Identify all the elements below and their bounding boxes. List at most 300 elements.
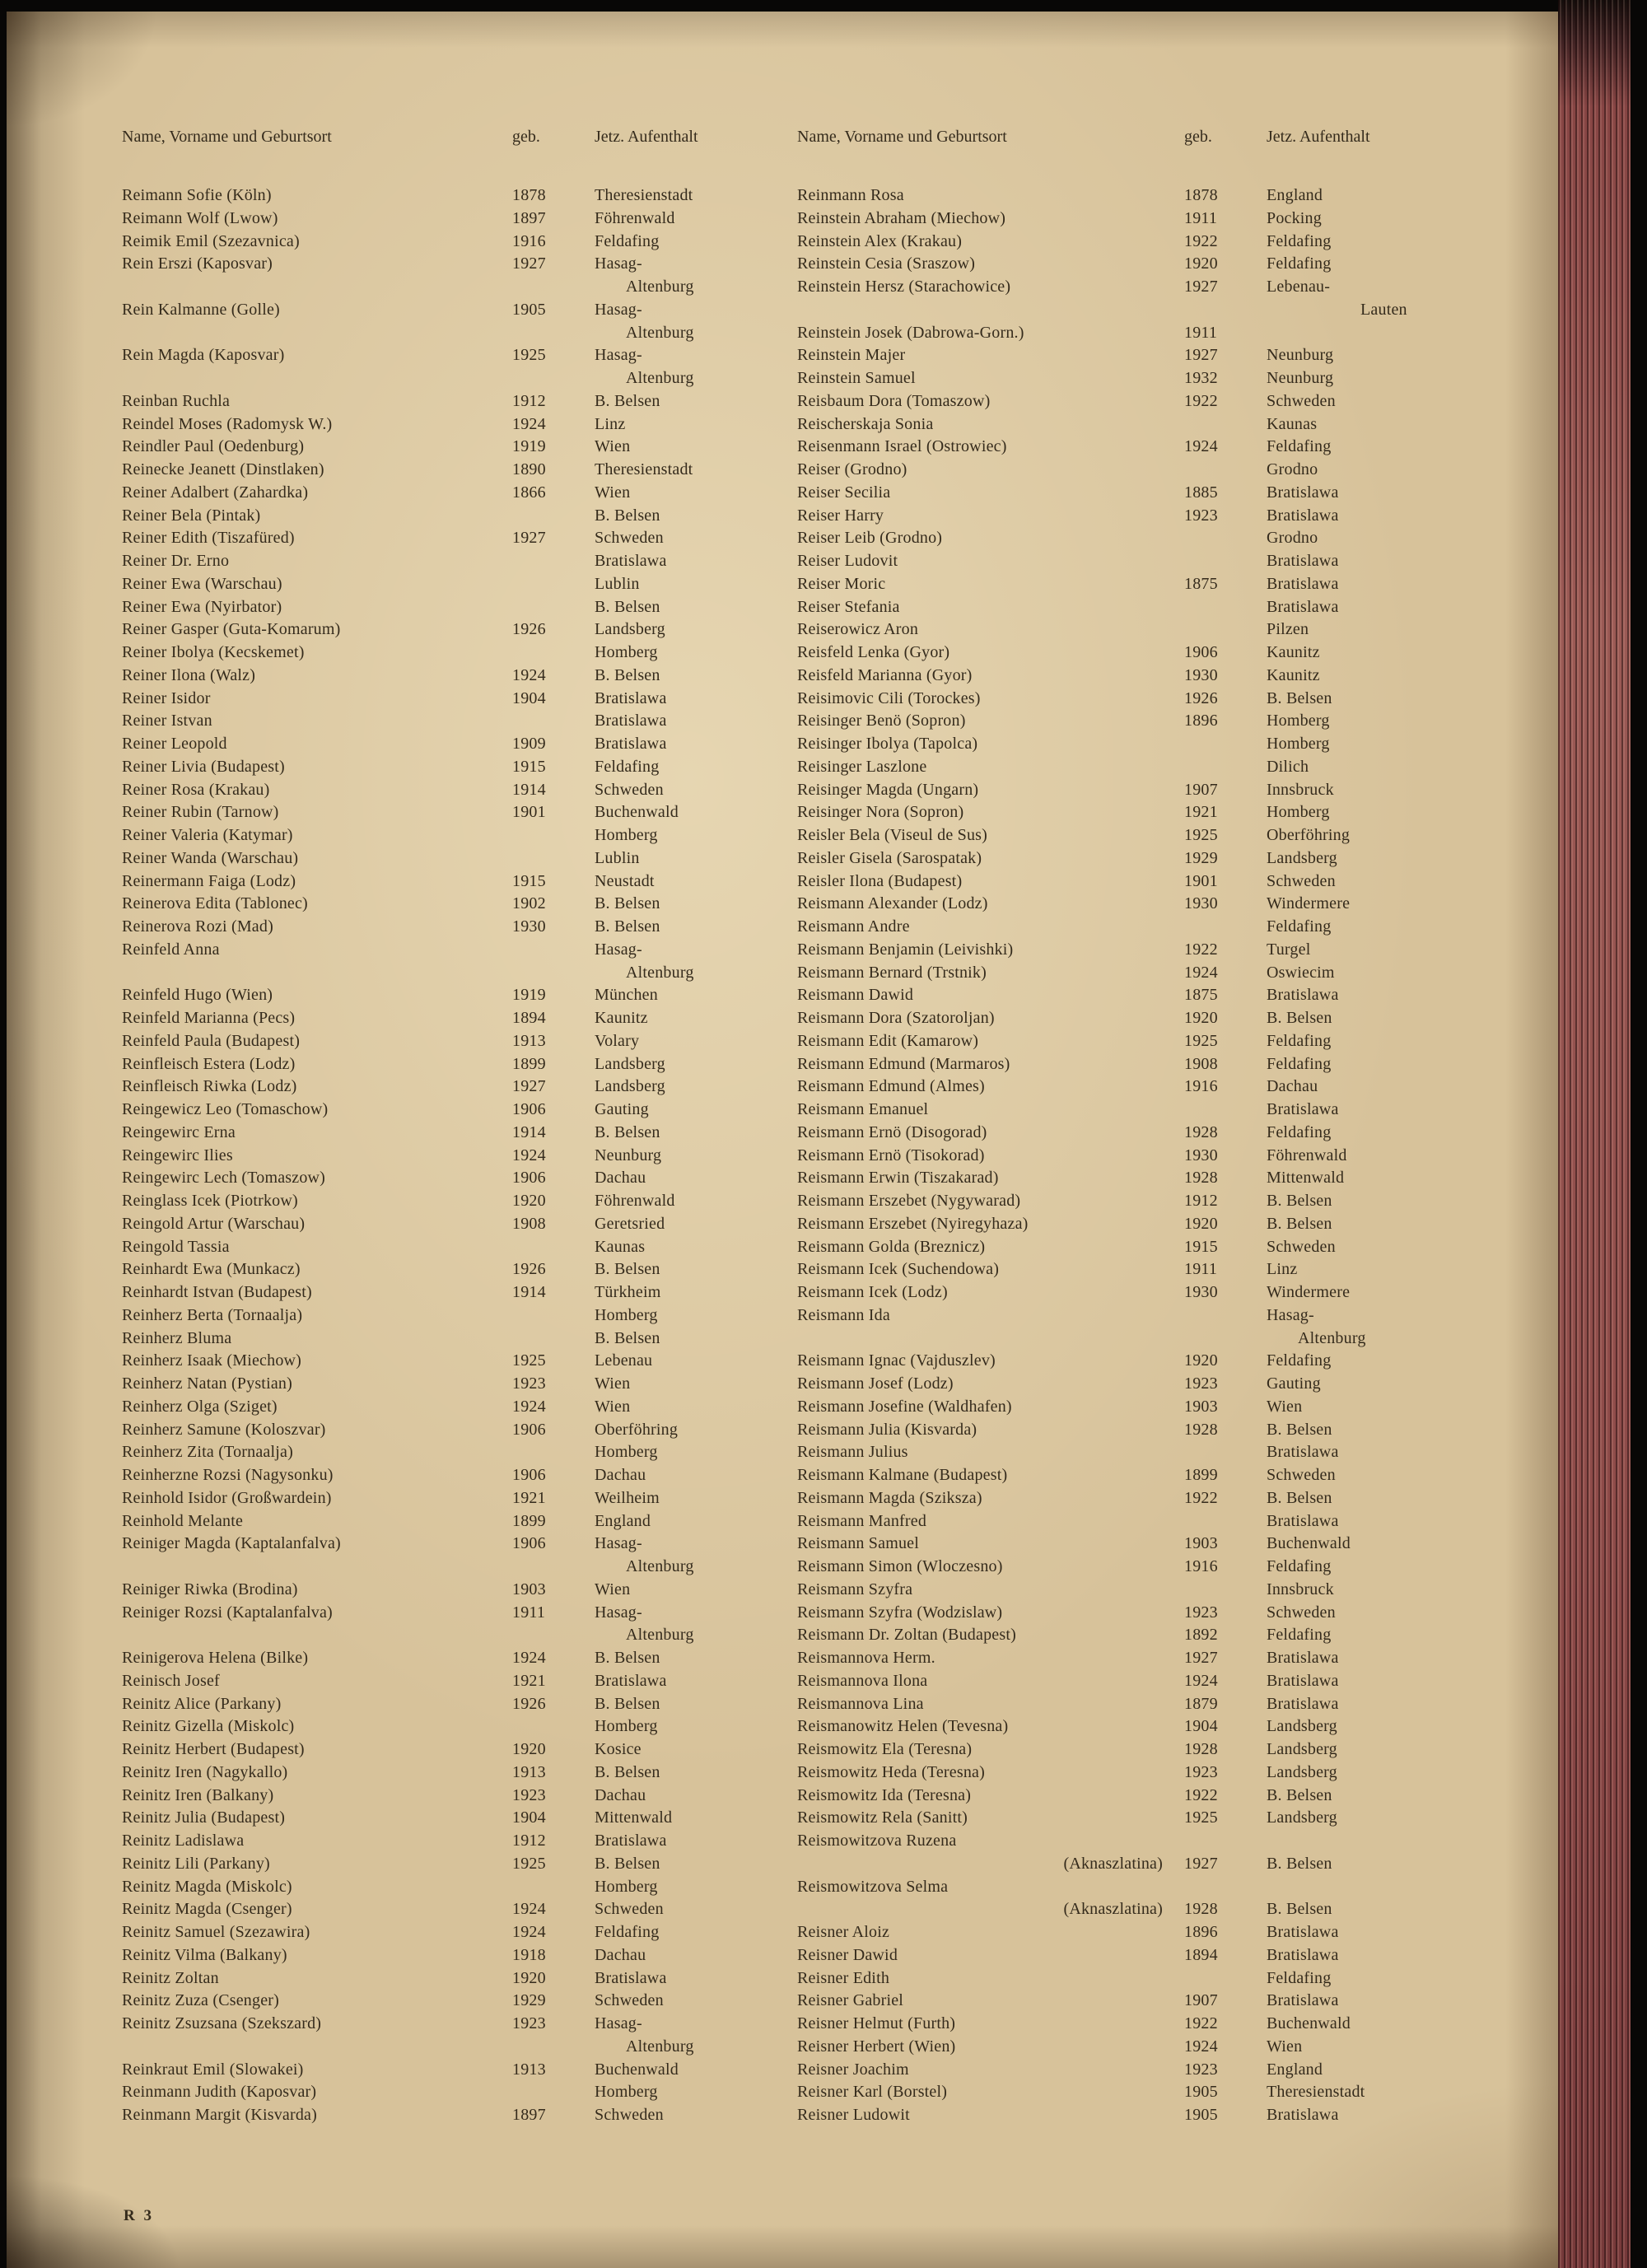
entry-birthyear: 1925 xyxy=(1184,1808,1218,1827)
table-row xyxy=(122,1876,760,1899)
entry-birthyear: 1915 xyxy=(1184,1237,1218,1256)
table-row xyxy=(797,482,1452,505)
entry-birthyear: 1919 xyxy=(512,986,546,1005)
entry-name: (Aknaszlatina) xyxy=(1063,1900,1163,1919)
entry-residence: Neustadt xyxy=(595,871,655,890)
entry-name: Reiner Leopold xyxy=(122,735,227,753)
entry-birthyear: 1928 xyxy=(1184,1420,1218,1439)
entry-name xyxy=(797,299,1184,322)
entry-name: Reinitz Magda (Csenger) xyxy=(122,1900,292,1919)
table-row xyxy=(797,299,1452,322)
entry-residence: Lebenau- xyxy=(1267,278,1331,296)
entry-birthyear: 1923 xyxy=(1184,1603,1218,1622)
entry-birthyear: 1908 xyxy=(1184,1054,1218,1073)
entry-name: Reinitz Zoltan xyxy=(122,1968,219,1987)
entry-birthyear: 1911 xyxy=(512,1603,546,1622)
entry-name: Reinstein Alex (Krakau) xyxy=(797,231,963,250)
entry-birthyear: 1906 xyxy=(512,1169,546,1188)
entry-birthyear: 1903 xyxy=(1184,1534,1218,1553)
entry-residence: München xyxy=(595,986,658,1005)
entry-name: Reinstein Samuel xyxy=(797,369,916,387)
entry-birthyear: 1914 xyxy=(512,1122,546,1141)
table-row xyxy=(797,413,1452,436)
entry-residence: Kaunas xyxy=(1267,414,1318,433)
entry-residence: Altenburg xyxy=(626,2037,694,2056)
entry-birthyear xyxy=(1184,1579,1267,1602)
entry-name: Reinisch Josef xyxy=(122,1671,220,1690)
entry-birthyear: 1892 xyxy=(1184,1626,1218,1645)
entry-birthyear: 1875 xyxy=(1184,986,1218,1005)
entry-name: Reismann Alexander (Lodz) xyxy=(797,894,988,913)
table-row xyxy=(797,253,1452,276)
table-row xyxy=(797,1785,1452,1808)
entry-residence: Altenburg xyxy=(626,963,694,982)
entry-name: Reiser Moric xyxy=(797,574,886,593)
entry-birthyear: 1866 xyxy=(512,483,546,502)
table-row xyxy=(122,1145,760,1168)
entry-birthyear: 1923 xyxy=(1184,1762,1218,1781)
entry-birthyear: 1922 xyxy=(1184,1785,1218,1804)
entry-name: Reinban Ruchla xyxy=(122,391,231,410)
table-row xyxy=(122,688,760,711)
entry-residence: Gauting xyxy=(1267,1374,1321,1393)
entry-birthyear xyxy=(1184,1304,1267,1328)
entry-residence: B. Belsen xyxy=(595,597,660,616)
entry-residence xyxy=(1267,322,1452,345)
entry-birthyear: 1924 xyxy=(512,1923,546,1941)
entry-name: Reismann Andre xyxy=(797,917,910,936)
entry-name: Reindler Paul (Oedenburg) xyxy=(122,437,305,456)
entry-birthyear xyxy=(512,276,595,299)
entry-birthyear xyxy=(1184,596,1267,619)
entry-residence: Feldafing xyxy=(1267,1351,1332,1370)
entry-residence: Dachau xyxy=(595,1169,646,1188)
entry-name: Reisfeld Lenka (Gyor) xyxy=(797,643,950,661)
entry-name: Reismann Golda (Breznicz) xyxy=(797,1237,986,1256)
entry-birthyear: 1907 xyxy=(1184,780,1218,799)
entry-name xyxy=(122,322,512,345)
entry-birthyear: 1924 xyxy=(1184,1671,1218,1690)
entry-birthyear: 1922 xyxy=(1184,231,1218,250)
entry-birthyear xyxy=(1184,1099,1267,1122)
entry-birthyear: 1904 xyxy=(512,688,546,707)
entry-residence: B. Belsen xyxy=(1267,1785,1332,1804)
table-row xyxy=(122,1304,760,1328)
entry-birthyear: 1924 xyxy=(1184,2037,1218,2056)
table-row xyxy=(122,1715,760,1738)
entry-name: Reinecke Jeanett (Dinstlaken) xyxy=(122,460,324,478)
entry-name: Reisler Ilona (Budapest) xyxy=(797,871,963,890)
entry-residence: Bratislawa xyxy=(1267,1923,1339,1941)
table-row xyxy=(122,1373,760,1396)
table-row xyxy=(797,2059,1452,2082)
entry-residence: Bratislawa xyxy=(1267,574,1339,593)
entry-residence: England xyxy=(1267,186,1323,204)
entry-residence: B. Belsen xyxy=(595,1649,660,1667)
entry-name: Reisner Edith xyxy=(797,1968,890,1987)
entry-birthyear: 1890 xyxy=(512,460,546,478)
table-row xyxy=(797,367,1452,390)
entry-residence: Feldafing xyxy=(595,231,660,250)
table-row xyxy=(122,1236,760,1259)
entry-name: Reiser (Grodno) xyxy=(797,460,907,478)
entry-name: Reinstein Hersz (Starachowice) xyxy=(797,278,1011,296)
entry-name: Reinitz Gizella (Miskolc) xyxy=(122,1717,295,1736)
entry-birthyear: 1920 xyxy=(1184,1351,1218,1370)
entry-residence: Windermere xyxy=(1267,1283,1351,1301)
table-row xyxy=(122,1396,760,1419)
table-row xyxy=(122,459,760,482)
entry-residence: Neunburg xyxy=(595,1146,662,1164)
table-row xyxy=(797,1328,1452,1351)
entry-birthyear: 1918 xyxy=(512,1945,546,1964)
table-row xyxy=(122,962,760,985)
entry-name: Reisner Herbert (Wien) xyxy=(797,2037,956,2056)
table-row xyxy=(122,208,760,231)
entry-residence: Bratislawa xyxy=(1267,483,1339,502)
table-row xyxy=(122,573,760,596)
entry-residence: Pilzen xyxy=(1267,620,1309,639)
entry-name: Reismann Edmund (Almes) xyxy=(797,1077,985,1096)
entry-birthyear: 1920 xyxy=(1184,1009,1218,1027)
entry-residence: Wien xyxy=(1267,2037,1303,2056)
entry-residence: Feldafing xyxy=(1267,1557,1332,1575)
table-row xyxy=(122,1762,760,1785)
entry-birthyear: 1922 xyxy=(1184,391,1218,410)
table-row xyxy=(797,505,1452,528)
entry-birthyear: 1923 xyxy=(512,1374,546,1393)
entry-birthyear: 1914 xyxy=(512,1283,546,1301)
table-row xyxy=(122,2104,760,2127)
entry-name xyxy=(122,1624,512,1647)
entry-birthyear: 1913 xyxy=(512,1031,546,1050)
entry-birthyear: 1899 xyxy=(512,1511,546,1530)
entry-birthyear: 1922 xyxy=(1184,1488,1218,1507)
entry-name: Reinitz Alice (Parkany) xyxy=(122,1694,282,1713)
entry-name: Reiner Ibolya (Kecskemet) xyxy=(122,643,305,661)
table-row xyxy=(797,276,1452,299)
entry-birthyear: 1903 xyxy=(1184,1397,1218,1416)
entry-residence: Feldafing xyxy=(1267,1031,1332,1050)
entry-birthyear xyxy=(512,710,595,733)
entry-name: Reinitz Zsuzsana (Szekszard) xyxy=(122,2014,322,2032)
entry-birthyear: 1912 xyxy=(512,1832,546,1850)
entry-residence: Feldafing xyxy=(1267,917,1332,936)
table-row xyxy=(797,2036,1452,2059)
entry-residence: Grodno xyxy=(1267,460,1318,478)
entry-name: Reisner Helmut (Furth) xyxy=(797,2014,956,2032)
entry-birthyear: 1920 xyxy=(512,1968,546,1987)
entry-name: Reismann Ernö (Disogorad) xyxy=(797,1122,987,1141)
entry-birthyear: 1927 xyxy=(512,529,546,548)
entry-name: Reismann Erwin (Tiszakarad) xyxy=(797,1169,999,1188)
entry-birthyear: 1928 xyxy=(1184,1900,1218,1919)
entry-birthyear xyxy=(1184,1328,1267,1351)
entry-birthyear xyxy=(512,505,595,528)
entry-birthyear: 1920 xyxy=(1184,254,1218,273)
table-row xyxy=(797,1099,1452,1122)
entry-residence: Dachau xyxy=(1267,1077,1318,1096)
table-row xyxy=(122,1419,760,1442)
entry-birthyear: 1913 xyxy=(512,1762,546,1781)
entry-name: Reinermann Faiga (Lodz) xyxy=(122,871,296,890)
entry-residence: Hasag- xyxy=(595,2014,642,2032)
entry-birthyear: 1930 xyxy=(512,917,546,936)
entry-residence: Mittenwald xyxy=(1267,1169,1345,1188)
entry-residence: Feldafing xyxy=(595,757,660,776)
entry-residence: Hasag- xyxy=(595,300,642,319)
table-row xyxy=(122,2059,760,2082)
entry-name: Reismann Simon (Wloczesno) xyxy=(797,1557,1003,1575)
table-row xyxy=(797,916,1452,939)
entry-name xyxy=(122,2036,512,2059)
entry-residence: Theresienstadt xyxy=(595,460,693,478)
entry-name: Reinherz Bluma xyxy=(122,1328,232,1347)
entry-residence: Feldafing xyxy=(595,1923,660,1941)
table-row xyxy=(122,1830,760,1853)
entry-birthyear xyxy=(512,2036,595,2059)
entry-birthyear: 1911 xyxy=(1184,323,1218,342)
table-row xyxy=(797,710,1452,733)
entry-birthyear: 1905 xyxy=(1184,2106,1218,2124)
entry-residence: Bratislawa xyxy=(1267,1649,1339,1667)
entry-name: Reinglass Icek (Piotrkow) xyxy=(122,1192,298,1210)
table-row xyxy=(797,847,1452,870)
entry-birthyear: 1901 xyxy=(1184,871,1218,890)
entry-name: Reinitz Herbert (Budapest) xyxy=(122,1740,305,1758)
entry-residence: Wien xyxy=(595,1397,631,1416)
entry-residence: Bratislawa xyxy=(595,1968,667,1987)
entry-name: Reischerskaja Sonia xyxy=(797,414,934,433)
entry-name: Reinfeld Paula (Budapest) xyxy=(122,1031,301,1050)
entry-name: Reingewicz Leo (Tomaschow) xyxy=(122,1100,329,1118)
entry-birthyear: 1923 xyxy=(1184,1374,1218,1393)
entry-residence: England xyxy=(1267,2060,1323,2079)
entry-birthyear: 1916 xyxy=(1184,1557,1218,1575)
entry-name: Reismann Ida xyxy=(797,1305,890,1324)
entry-residence: Homberg xyxy=(595,1717,658,1736)
table-row xyxy=(797,1624,1452,1647)
entry-birthyear xyxy=(1184,1830,1267,1853)
entry-birthyear xyxy=(512,1236,595,1259)
entry-name: Reinerova Edita (Tablonec) xyxy=(122,894,308,913)
entry-birthyear xyxy=(1184,299,1267,322)
entry-birthyear xyxy=(512,322,595,345)
entry-residence: B. Belsen xyxy=(595,1260,660,1279)
entry-residence: Homberg xyxy=(595,1877,658,1896)
entry-residence: Landsberg xyxy=(595,620,665,639)
table-row xyxy=(122,1533,760,1556)
table-row xyxy=(797,184,1452,208)
entry-name xyxy=(122,962,512,985)
table-row xyxy=(797,1122,1452,1145)
entry-residence: Schweden xyxy=(595,1991,664,2010)
table-row xyxy=(122,1693,760,1716)
table-row xyxy=(122,276,760,299)
entry-birthyear: 1924 xyxy=(512,1146,546,1164)
entry-residence: Lublin xyxy=(595,848,640,867)
table-row xyxy=(797,550,1452,573)
table-row xyxy=(797,1510,1452,1533)
entry-residence: Linz xyxy=(1267,1260,1298,1279)
entry-residence: Bratislawa xyxy=(1267,1991,1339,2010)
entry-residence: Hasag- xyxy=(1267,1305,1314,1324)
table-row xyxy=(797,1738,1452,1762)
entry-birthyear xyxy=(512,367,595,390)
table-row xyxy=(122,322,760,345)
table-row xyxy=(122,847,760,870)
entry-birthyear: 1905 xyxy=(1184,2083,1218,2102)
table-row xyxy=(797,1556,1452,1579)
table-row xyxy=(797,1236,1452,1259)
entry-name: Reismann Szyfra xyxy=(797,1580,913,1598)
entry-residence: Bratislawa xyxy=(1267,506,1339,525)
column-right xyxy=(797,184,1452,2127)
entry-birthyear xyxy=(512,1624,595,1647)
entry-name: Reismann Icek (Suchendowa) xyxy=(797,1260,1000,1279)
entry-name: Reinitz Vilma (Balkany) xyxy=(122,1945,287,1964)
entry-residence: Buchenwald xyxy=(1267,2014,1351,2032)
entry-birthyear xyxy=(1184,618,1267,642)
entry-name: Reiner Ewa (Warschau) xyxy=(122,574,282,593)
table-row xyxy=(797,1076,1452,1099)
entry-birthyear: 1927 xyxy=(512,254,546,273)
table-row xyxy=(122,231,760,254)
entry-residence: Hasag- xyxy=(595,254,642,273)
table-row xyxy=(797,2013,1452,2036)
entry-residence: Schweden xyxy=(1267,871,1336,890)
entry-residence: Bratislawa xyxy=(595,552,667,570)
entry-birthyear: 1906 xyxy=(1184,643,1218,661)
entry-name: Reinerova Rozi (Mad) xyxy=(122,917,273,936)
entry-residence: Feldafing xyxy=(1267,1054,1332,1073)
entry-name: Reinstein Abraham (Miechow) xyxy=(797,208,1006,227)
entry-birthyear: 1930 xyxy=(1184,665,1218,684)
entry-name: Reisinger Benö (Sopron) xyxy=(797,712,966,730)
table-row xyxy=(797,824,1452,847)
entry-name: Reingewirc Ilies xyxy=(122,1146,233,1164)
entry-residence: Bratislawa xyxy=(1267,597,1339,616)
table-row xyxy=(122,916,760,939)
entry-name: Reimann Sofie (Köln) xyxy=(122,186,272,204)
entry-birthyear: 1921 xyxy=(512,1488,546,1507)
table-row xyxy=(797,984,1452,1007)
entry-birthyear: 1924 xyxy=(1184,963,1218,982)
table-row xyxy=(122,1944,760,1967)
entry-residence: Oswiecim xyxy=(1267,963,1335,982)
column-header-left xyxy=(122,127,764,147)
entry-name: Reinfleisch Estera (Lodz) xyxy=(122,1054,296,1073)
entry-birthyear: 1878 xyxy=(512,186,546,204)
table-row xyxy=(122,527,760,550)
table-row xyxy=(797,390,1452,413)
table-row xyxy=(797,1030,1452,1053)
table-row xyxy=(122,779,760,802)
entry-birthyear: 1928 xyxy=(1184,1740,1218,1758)
entry-residence: Lublin xyxy=(595,574,640,593)
table-row xyxy=(797,573,1452,596)
entry-name: Reismowitz Rela (Sanitt) xyxy=(797,1808,968,1827)
table-row xyxy=(797,870,1452,894)
entry-name: Reiner Ewa (Nyirbator) xyxy=(122,597,282,616)
entry-birthyear: 1923 xyxy=(1184,2060,1218,2079)
table-row xyxy=(797,1693,1452,1716)
entry-name: Reismowitz Ela (Teresna) xyxy=(797,1740,973,1758)
entry-name: Reisinger Laszlone xyxy=(797,757,927,776)
entry-name: Reingewirc Lech (Tomaszow) xyxy=(122,1169,326,1188)
table-row xyxy=(797,527,1452,550)
entry-name: Reismann Benjamin (Leivishki) xyxy=(797,940,1014,959)
entry-residence: Homberg xyxy=(595,1305,658,1324)
entry-birthyear: 1922 xyxy=(1184,940,1218,959)
table-row xyxy=(797,1304,1452,1328)
entry-birthyear xyxy=(512,2081,595,2104)
table-row xyxy=(122,1510,760,1533)
table-row xyxy=(122,1099,760,1122)
entry-birthyear: 1925 xyxy=(512,1854,546,1873)
table-row xyxy=(122,1807,760,1830)
table-row xyxy=(797,1579,1452,1602)
table-row xyxy=(122,984,760,1007)
entry-name: Reiner Edith (Tiszafüred) xyxy=(122,529,295,548)
table-row xyxy=(797,688,1452,711)
entry-birthyear: 1911 xyxy=(1184,208,1218,227)
table-row xyxy=(797,1053,1452,1076)
entry-residence: Volary xyxy=(595,1031,640,1050)
entry-name: Reismannova Ilona xyxy=(797,1671,928,1690)
entry-birthyear: 1922 xyxy=(1184,2014,1218,2032)
entry-residence: Föhrenwald xyxy=(595,208,675,227)
entry-birthyear: 1924 xyxy=(512,414,546,433)
table-row xyxy=(122,1053,760,1076)
entry-residence: Wien xyxy=(595,483,631,502)
entry-residence: Turgel xyxy=(1267,940,1311,959)
entry-name: Reisner Aloiz xyxy=(797,1923,890,1941)
entry-name: Reismann Josef (Lodz) xyxy=(797,1374,954,1393)
entry-residence: Feldafing xyxy=(1267,254,1332,273)
entry-residence: Grodno xyxy=(1267,529,1318,548)
entry-name: Reismann Samuel xyxy=(797,1534,919,1553)
table-row xyxy=(797,618,1452,642)
entry-residence: Oberföhring xyxy=(595,1420,679,1439)
entry-birthyear xyxy=(1184,756,1267,779)
entry-residence: Bratislawa xyxy=(1267,1100,1339,1118)
table-row xyxy=(797,893,1452,916)
entry-residence: B. Belsen xyxy=(595,391,660,410)
table-row xyxy=(122,939,760,962)
entry-birthyear xyxy=(1184,1967,1267,1990)
table-row xyxy=(122,665,760,688)
entry-name: Reisinger Ibolya (Tapolca) xyxy=(797,735,978,753)
entry-residence xyxy=(1267,1830,1452,1853)
entry-name: Reisner Dawid xyxy=(797,1945,898,1964)
table-row xyxy=(122,1258,760,1281)
entry-name: Reiniger Riwka (Brodina) xyxy=(122,1580,298,1598)
entry-residence: Dilich xyxy=(1267,757,1309,776)
table-row xyxy=(122,299,760,322)
entry-name: Reiner Istvan xyxy=(122,712,212,730)
entry-birthyear: 1930 xyxy=(1184,894,1218,913)
entry-name: Reiniger Rozsi (Kaptalanfalva) xyxy=(122,1603,333,1622)
entry-name: Reimik Emil (Szezavnica) xyxy=(122,231,300,250)
table-row xyxy=(122,870,760,894)
entry-birthyear xyxy=(1184,459,1267,482)
header-name: Name, Vorname und Geburtsort xyxy=(797,128,1007,146)
entry-name: Reingold Tassia xyxy=(122,1237,230,1256)
entry-name: Reiner Gasper (Guta-Komarum) xyxy=(122,620,341,639)
table-row xyxy=(797,1373,1452,1396)
entry-residence: Feldafing xyxy=(1267,1122,1332,1141)
